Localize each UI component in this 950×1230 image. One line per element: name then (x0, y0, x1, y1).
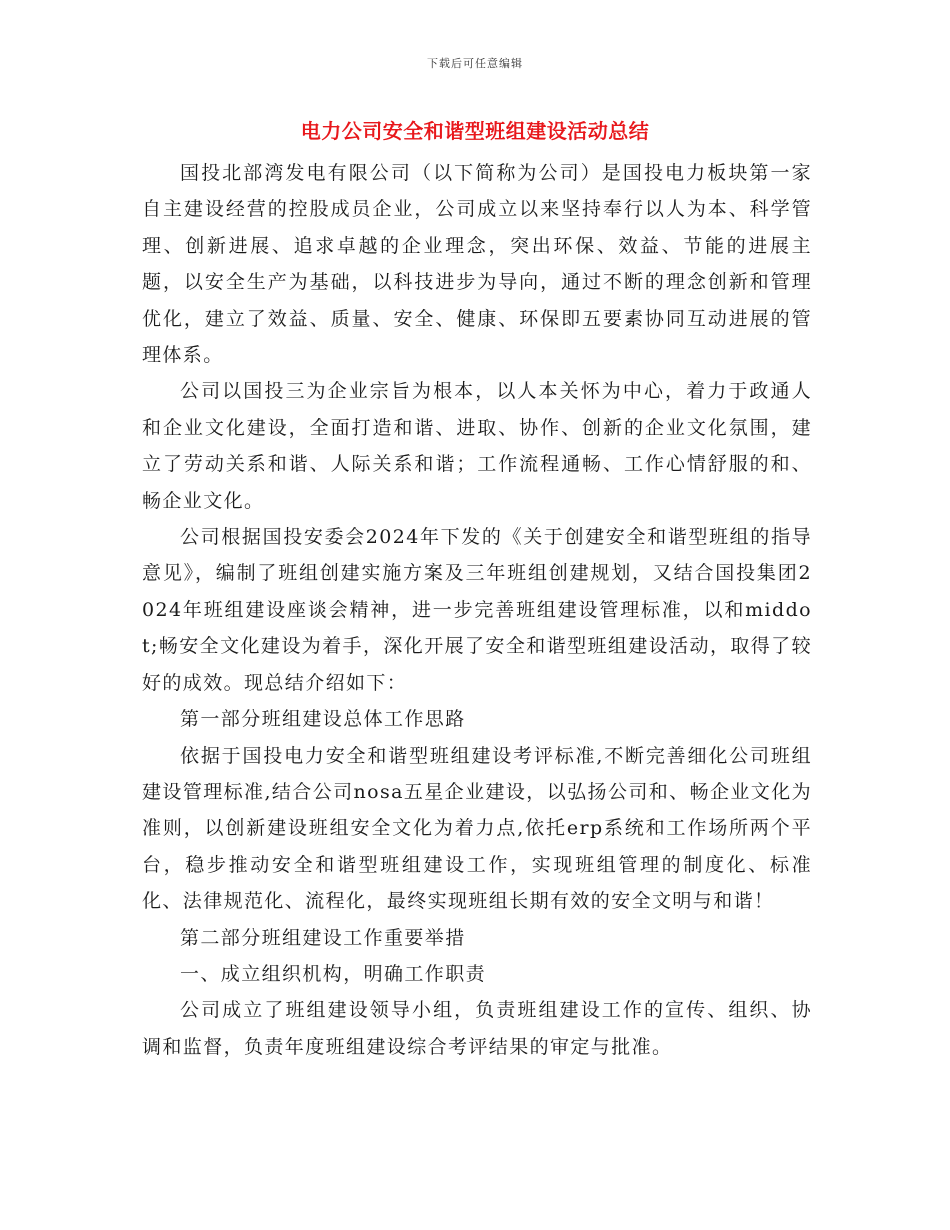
paragraph-approach: 依据于国投电力安全和谐型班组建设考评标准,不断完善细化公司班组建设管理标准,结合公司nosa五星企业建设，以弘扬公司和、畅企业文化为准则，以创新建设班组安全文化为着力点,依托erp系统和工作场所两个平台，稳步推动安全和谐型班组建设工作，实现班组管理的制度化、标准化、法律规范化、流程化，最终实现班组长期有效的安全文明与和谐！ (142, 744, 812, 913)
subsection-heading-organization: 一、成立组织机构，明确工作职责 (180, 962, 487, 985)
document-title: 电力公司安全和谐型班组建设活动总结 (300, 119, 650, 143)
paragraph-culture: 公司以国投三为企业宗旨为根本，以人本关怀为中心，着力于政通人和企业文化建设，全面打造和谐、进取、协作、创新的企业文化氛围，建立了劳动关系和谐、人际关系和谐；工作流程通畅、工作心情舒服的和、畅企业文化。 (142, 380, 812, 512)
header-note: 下载后可任意编辑 (427, 57, 523, 70)
paragraph-guidance: 公司根据国投安委会2024年下发的《关于创建安全和谐型班组的指导意见》，编制了班组创建实施方案及三年班组创建规划，又结合国投集团2024年班组建设座谈会精神，进一步完善班组建设管理标准，以和middot;畅安全文化建设为着手，深化开展了安全和谐型班组建设活动，取得了较好的成效。现总结介绍如下： (142, 526, 812, 694)
paragraph-company-intro: 国投北部湾发电有限公司（以下简称为公司）是国投电力板块第一家自主建设经营的控股成员企业，公司成立以来坚持奉行以人为本、科学管理、创新进展、追求卓越的企业理念，突出环保、效益、节能的进展主题，以安全生产为基础，以科技进步为导向，通过不断的理念创新和管理优化，建立了效益、质量、安全、健康、环保即五要素协同互动进展的管理体系。 (142, 162, 812, 367)
section-heading-part-two: 第二部分班组建设工作重要举措 (180, 926, 466, 949)
paragraph-leadership-group: 公司成立了班组建设领导小组，负责班组建设工作的宣传、组织、协调和监督，负责年度班组建设综合考评结果的审定与批准。 (142, 999, 812, 1058)
document-body (142, 155, 812, 1065)
section-heading-part-one: 第一部分班组建设总体工作思路 (180, 708, 466, 731)
